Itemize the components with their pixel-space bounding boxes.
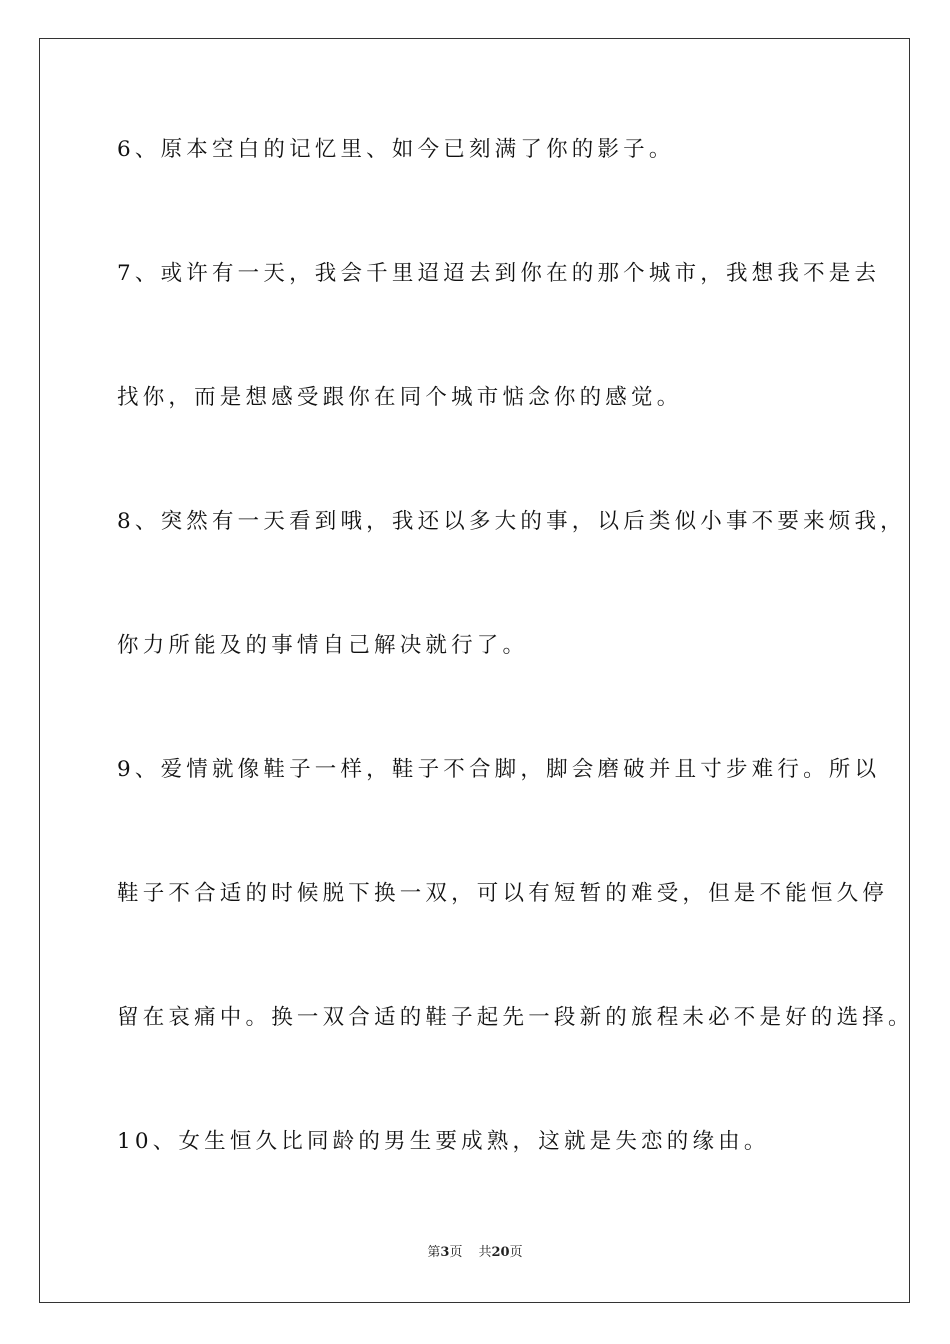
page-footer <box>0 1245 950 1261</box>
paragraph-line-4: 8、突然有一天看到哦，我还以多大的事，以后类似小事不要来烦我， <box>117 509 906 534</box>
total-pages: 20 <box>491 1245 510 1260</box>
paragraph-line-1: 6、原本空白的记忆里、如今已刻满了你的影子。 <box>117 137 675 162</box>
paragraph-line-5: 你力所能及的事情自己解决就行了。 <box>117 633 529 658</box>
paragraph-line-6: 9、爱情就像鞋子一样，鞋子不合脚，脚会磨破并且寸步难行。所以 <box>117 757 881 782</box>
paragraph-line-9: 10、女生恒久比同龄的男生要成熟，这就是失恋的缘由。 <box>117 1129 770 1154</box>
paragraph-line-8: 留在哀痛中。换一双合适的鞋子起先一段新的旅程未必不是好的选择。 <box>117 1005 914 1030</box>
total-suffix: 页 <box>509 1245 523 1260</box>
paragraph-line-2: 7、或许有一天，我会千里迢迢去到你在的那个城市，我想我不是去 <box>117 261 881 286</box>
page-prefix: 第 <box>427 1245 441 1260</box>
paragraph-line-3: 找你，而是想感受跟你在同个城市惦念你的感觉。 <box>117 385 683 410</box>
page-border <box>39 38 910 1303</box>
paragraph-line-7: 鞋子不合适的时候脱下换一双，可以有短暂的难受，但是不能恒久停 <box>117 881 889 906</box>
page-suffix: 页 <box>449 1245 463 1260</box>
total-prefix: 共 <box>478 1245 492 1260</box>
page-number: 3 <box>440 1245 450 1260</box>
